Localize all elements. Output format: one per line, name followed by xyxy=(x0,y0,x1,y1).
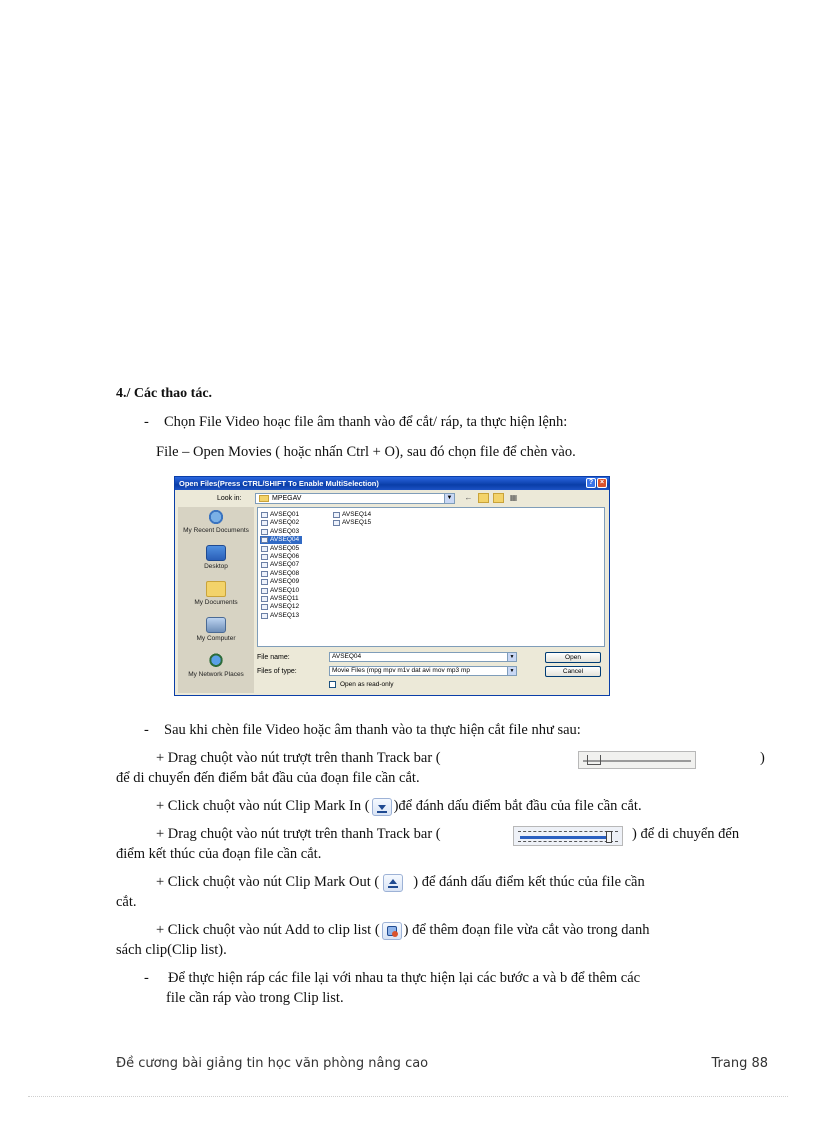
step-add-to-clip-list xyxy=(156,920,649,940)
step-clip-mark-in xyxy=(156,796,642,816)
place-my-documents xyxy=(178,581,254,606)
video-file-icon xyxy=(261,562,268,568)
video-file-icon xyxy=(261,596,268,602)
look-in-dropdown xyxy=(255,493,455,504)
view-menu-icon: ▦ xyxy=(509,493,518,502)
bullet-text: Để thực hiện ráp các file lại với nhau ta thực hiện lại các bước a và b để thêm các xyxy=(168,970,641,986)
file-list-item xyxy=(260,612,299,620)
trackbar-dots xyxy=(518,831,618,832)
step-clip-mark-out xyxy=(156,872,645,892)
dialog-title-bar xyxy=(175,477,609,490)
trackbar-dots xyxy=(518,841,618,842)
file-name-text: AVSEQ15 xyxy=(342,519,372,527)
section-heading: 4./ Các thao tác. xyxy=(116,386,213,401)
file-name-text: AVSEQ07 xyxy=(270,561,300,569)
step-text: + Click chuột vào nút Clip Mark Out ( xyxy=(156,874,380,890)
bullet-dash: - xyxy=(144,722,149,738)
video-file-icon xyxy=(333,512,340,518)
file-name-text: AVSEQ03 xyxy=(270,527,300,535)
video-file-icon xyxy=(261,529,268,535)
trackbar-image-end xyxy=(513,826,623,846)
place-my-computer xyxy=(178,617,254,642)
place-label: Desktop xyxy=(204,563,228,570)
step-text-cont: sách clip(Clip list). xyxy=(116,942,227,958)
file-list-item xyxy=(260,536,302,544)
video-file-icon xyxy=(261,537,268,543)
dialog-nav-toolbar xyxy=(463,493,519,503)
chevron-down-icon: ▼ xyxy=(507,653,516,661)
video-file-icon xyxy=(261,604,268,610)
step-text: + Click chuột vào nút Clip Mark In ( xyxy=(156,798,370,814)
file-name-text: AVSEQ12 xyxy=(270,603,300,611)
step-text-cont: cắt. xyxy=(116,894,137,910)
step-text-cont: để di chuyển đến điểm bắt đầu của đoạn file cần cắt. xyxy=(116,770,420,786)
trackbar-thumb xyxy=(606,831,612,843)
clip-mark-out-icon xyxy=(383,874,403,892)
file-name-text: AVSEQ13 xyxy=(270,611,300,619)
step-text: + Click chuột vào nút Add to clip list ( xyxy=(156,922,380,938)
file-name-text: AVSEQ08 xyxy=(270,569,300,577)
chevron-down-icon: ▼ xyxy=(507,667,516,675)
video-file-icon xyxy=(261,554,268,560)
file-list-item xyxy=(332,511,371,519)
step-text-cont: ) để di chuyển đến xyxy=(632,826,740,842)
place-my-recent-documents xyxy=(178,509,254,534)
file-name-text: AVSEQ14 xyxy=(342,511,372,518)
file-name-text: AVSEQ04 xyxy=(270,536,300,544)
new-folder-icon xyxy=(493,493,504,503)
read-only-label: Open as read-only xyxy=(340,681,394,688)
file-name-text: AVSEQ09 xyxy=(270,578,300,586)
file-name-label: File name: xyxy=(257,654,290,661)
video-file-icon xyxy=(261,579,268,585)
step-drag-end xyxy=(156,824,441,844)
add-to-clip-list-icon xyxy=(382,922,402,940)
step-text: ) để thêm đoạn file vừa cắt vào trong danh xyxy=(403,922,650,938)
file-list-item xyxy=(260,528,299,536)
file-list-item xyxy=(260,595,299,603)
video-file-icon xyxy=(261,546,268,552)
bullet-text: Sau khi chèn file Video hoặc âm thanh vào ta thực hiện cắt file như sau: xyxy=(164,722,581,738)
page-number: Trang 88 xyxy=(711,1056,768,1071)
file-type-label: Files of type: xyxy=(257,668,297,675)
step-text: + Drag chuột vào nút trượt trên thanh Track bar ( xyxy=(156,826,441,842)
place-my-network-places xyxy=(178,653,254,678)
open-files-dialog-screenshot xyxy=(174,476,610,696)
footer-divider xyxy=(28,1096,788,1097)
place-desktop xyxy=(178,545,254,570)
network-places-icon xyxy=(206,653,226,669)
step-paren: ) xyxy=(760,750,765,766)
file-name-text: AVSEQ05 xyxy=(270,544,300,552)
file-list-item xyxy=(260,587,299,595)
trackbar-selection xyxy=(520,836,606,839)
place-label: My Recent Documents xyxy=(183,527,249,534)
recent-documents-icon xyxy=(206,509,226,525)
bullet-dash: - xyxy=(144,414,149,430)
video-file-icon xyxy=(261,512,268,518)
bullet-text: Chọn File Video hoạc file âm thanh vào để cắt/ ráp, ta thực hiện lệnh: xyxy=(164,414,568,430)
my-documents-icon xyxy=(206,581,226,597)
step-text: + Drag chuột vào nút trượt trên thanh Track bar ( xyxy=(156,750,441,766)
file-list-item xyxy=(260,519,299,527)
footer-title: Đề cương bài giảng tin học văn phòng nâng cao xyxy=(116,1056,429,1071)
dialog-title: Open Files(Press CTRL/SHIFT To Enable MultiSelection) xyxy=(179,479,379,488)
file-list-item xyxy=(332,519,371,527)
trackbar-thumb xyxy=(587,755,601,765)
folder-icon xyxy=(259,495,269,502)
file-name-text: AVSEQ06 xyxy=(270,553,300,560)
step-text: ) để đánh dấu điểm kết thúc của file cần xyxy=(413,874,645,890)
file-name-text: AVSEQ01 xyxy=(270,511,300,518)
chevron-down-icon: ▼ xyxy=(444,494,454,503)
file-name-text: AVSEQ10 xyxy=(270,586,300,594)
trackbar-image-start xyxy=(578,751,696,769)
back-arrow-icon: ← xyxy=(464,493,473,502)
close-icon: × xyxy=(597,478,607,488)
video-file-icon xyxy=(333,520,340,526)
open-movies-instruction: File – Open Movies ( hoặc nhấn Ctrl + O), sau đó chọn file để chèn vào. xyxy=(156,444,576,460)
open-button: Open xyxy=(545,652,601,663)
my-computer-icon xyxy=(206,617,226,633)
video-file-icon xyxy=(261,588,268,594)
place-label: My Computer xyxy=(196,635,236,642)
file-name-text: AVSEQ02 xyxy=(270,519,300,527)
video-file-icon xyxy=(261,520,268,526)
file-name-field xyxy=(329,652,517,662)
file-list-item xyxy=(260,561,299,569)
look-in-value: MPEGAV xyxy=(272,495,302,502)
file-list-item xyxy=(260,553,299,561)
file-list-item xyxy=(260,545,299,553)
places-bar xyxy=(178,507,254,693)
bullet-dash: - xyxy=(144,970,149,986)
file-name-value: AVSEQ04 xyxy=(332,653,362,660)
desktop-icon xyxy=(206,545,226,561)
file-list xyxy=(257,507,605,647)
file-name-text: AVSEQ11 xyxy=(270,595,299,602)
look-in-label: Look in: xyxy=(217,495,242,502)
checkbox-box xyxy=(329,681,336,688)
bullet-text-cont: file cần ráp vào trong Clip list. xyxy=(166,990,344,1006)
cancel-button: Cancel xyxy=(545,666,601,677)
file-list-item xyxy=(260,603,299,611)
step-text: )để đánh dấu điểm bắt đầu của file cần cắt. xyxy=(393,798,642,814)
step-drag-start xyxy=(156,748,576,768)
file-list-item xyxy=(260,578,299,586)
file-list-item xyxy=(260,570,299,578)
file-type-value: Movie Files (mpg mpv m1v dat avi mov mp3 mp xyxy=(332,667,470,674)
video-file-icon xyxy=(261,613,268,619)
read-only-checkbox xyxy=(329,680,393,689)
place-label: My Network Places xyxy=(188,671,244,678)
place-label: My Documents xyxy=(194,599,238,606)
up-folder-icon xyxy=(478,493,489,503)
file-list-item xyxy=(260,511,299,519)
video-file-icon xyxy=(261,571,268,577)
clip-mark-in-icon xyxy=(372,798,392,816)
help-icon: ? xyxy=(586,478,596,488)
file-type-select xyxy=(329,666,517,676)
step-text-cont: điểm kết thúc của đoạn file cần cắt. xyxy=(116,846,322,862)
